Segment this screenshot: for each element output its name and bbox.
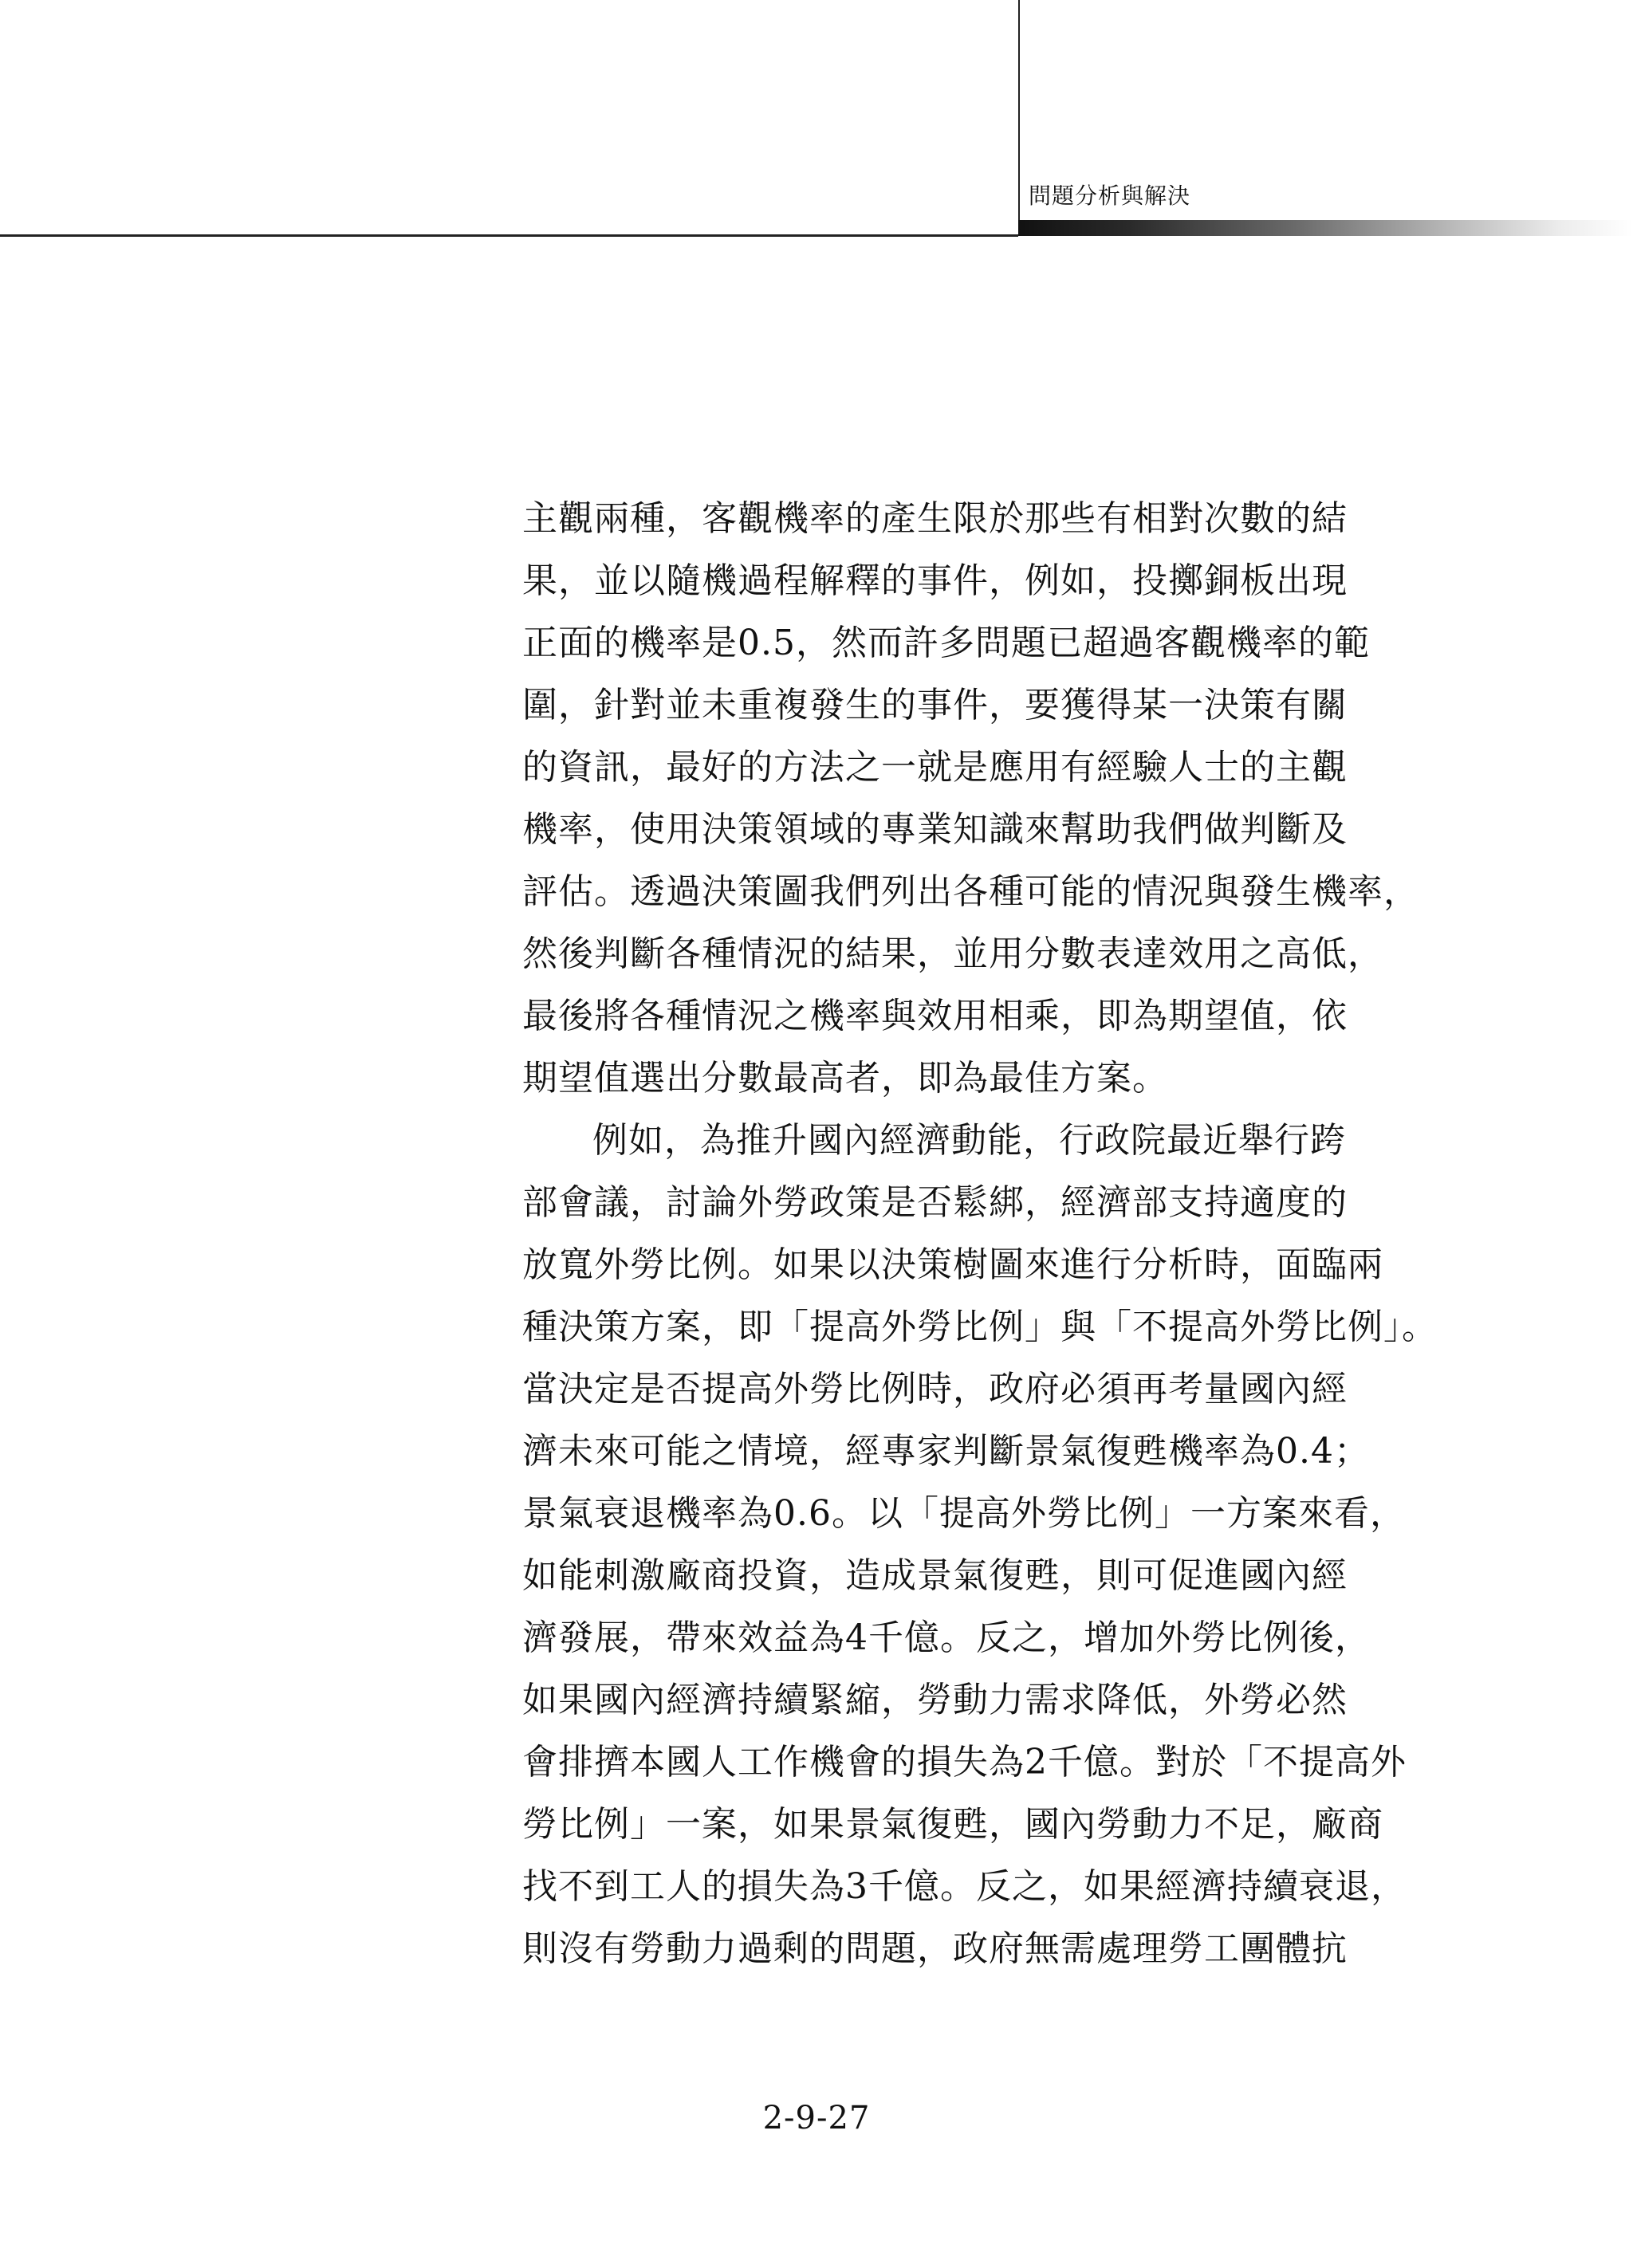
body-line: 主觀兩種，客觀機率的產生限於那些有相對次數的結	[522, 498, 1348, 539]
body-line: 找不到工人的損失為3千億。反之，如果經濟持續衰退，	[522, 1866, 1407, 1907]
body-line: 景氣衰退機率為0.6。以「提高外勞比例」一方案來看，	[522, 1493, 1406, 1534]
body-line: 然後判斷各種情況的結果，並用分數表達效用之高低，	[522, 934, 1383, 974]
body-line: 期望值選出分數最高者，即為最佳方案。	[522, 1058, 1168, 1099]
page-number: 2-9-27	[762, 2100, 871, 2136]
running-header-title: 問題分析與解決	[1029, 183, 1191, 209]
body-line: 濟發展，帶來效益為4千億。反之，增加外勞比例後，	[522, 1617, 1371, 1658]
body-line: 果，並以隨機過程解釋的事件，例如，投擲銅板出現	[522, 560, 1348, 601]
header-gradient-bar	[1018, 220, 1633, 236]
body-line: 放寬外勞比例。如果以決策樹圖來進行分析時，面臨兩	[522, 1244, 1383, 1285]
body-line: 如能刺激廠商投資，造成景氣復甦，則可促進國內經	[522, 1555, 1348, 1596]
body-line: 機率，使用決策領域的專業知識來幫助我們做判斷及	[522, 809, 1348, 850]
body-line: 濟未來可能之情境，經專家判斷景氣復甦機率為0.4；	[522, 1431, 1370, 1472]
body-line: 最後將各種情況之機率與效用相乘，即為期望值，依	[522, 996, 1348, 1036]
header-vertical-rule	[1018, 0, 1020, 236]
body-line: 種決策方案，即「提高外勞比例」與「不提高外勞比例」。	[522, 1307, 1438, 1347]
body-line: 則沒有勞動力過剩的問題，政府無需處理勞工團體抗	[522, 1928, 1348, 1969]
body-line: 會排擠本國人工作機會的損失為2千億。對於「不提高外	[522, 1742, 1407, 1783]
body-line: 評估。透過決策圖我們列出各種可能的情況與發生機率，	[522, 871, 1419, 912]
header-horizontal-rule	[0, 234, 1018, 237]
paragraph-start-line: 例如，為推升國內經濟動能，行政院最近舉行跨	[592, 1120, 1346, 1161]
body-line: 圍，針對並未重複發生的事件，要獲得某一決策有關	[522, 685, 1348, 725]
body-text	[522, 488, 1438, 1980]
body-line: 部會議，討論外勞政策是否鬆綁，經濟部支持適度的	[522, 1182, 1348, 1223]
body-line: 當決定是否提高外勞比例時，政府必須再考量國內經	[522, 1369, 1348, 1409]
body-line: 勞比例」一案，如果景氣復甦，國內勞動力不足，廠商	[522, 1804, 1383, 1845]
body-line: 的資訊，最好的方法之一就是應用有經驗人士的主觀	[522, 747, 1348, 788]
body-line: 如果國內經濟持續緊縮，勞動力需求降低，外勞必然	[522, 1680, 1348, 1720]
body-line: 正面的機率是0.5，然而許多問題已超過客觀機率的範	[522, 623, 1370, 663]
